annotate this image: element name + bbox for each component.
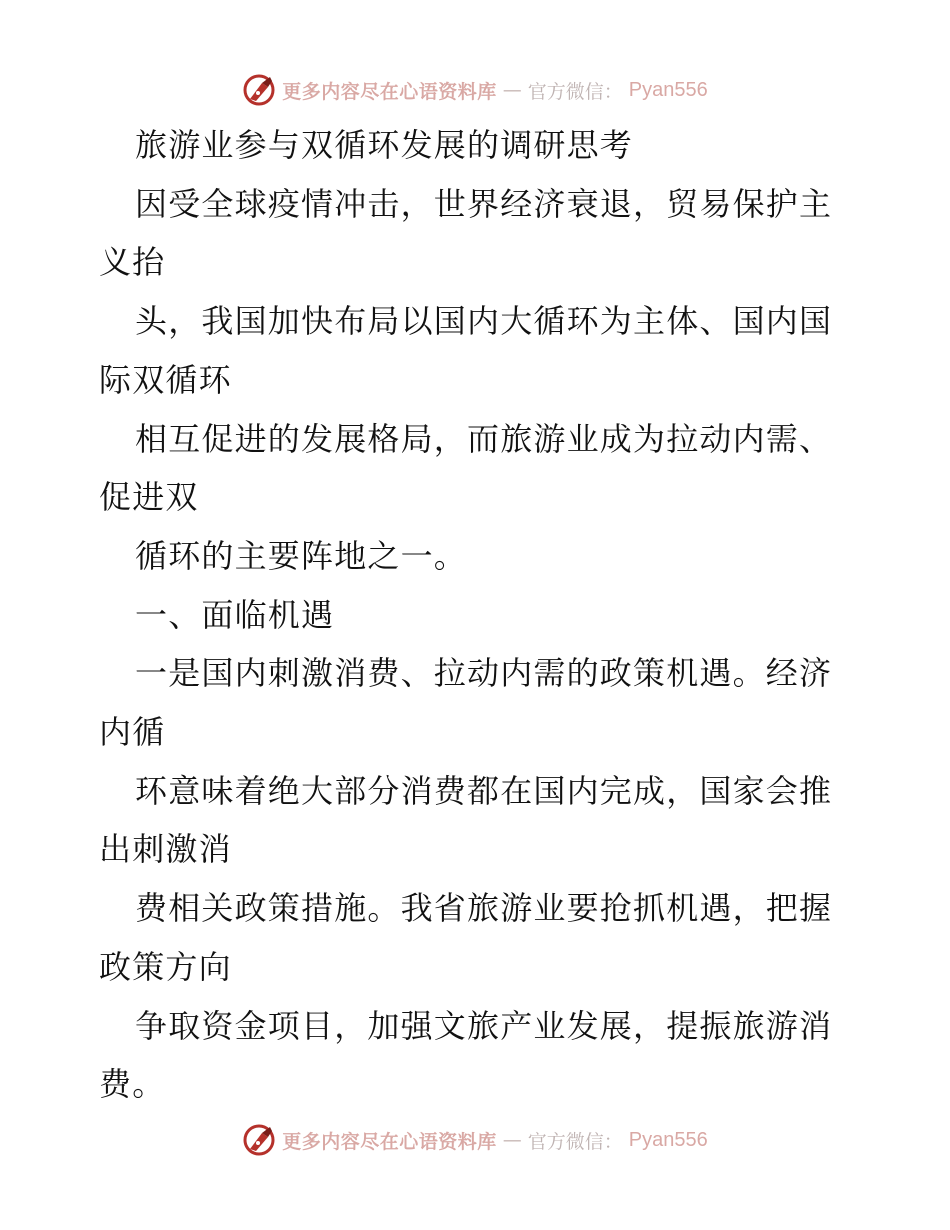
header-wechat-id: Pyan556 xyxy=(628,78,708,101)
document-title: 旅游业参与双循环发展的调研思考 xyxy=(135,126,634,164)
footer-banner-text: 更多内容尽在心语资料库 xyxy=(282,1130,497,1153)
pen-nib-logo-icon xyxy=(242,73,276,107)
header-wechat-label: 官方微信： xyxy=(527,80,623,103)
pen-nib-logo-icon xyxy=(242,1123,276,1157)
paragraph-9: 争取资金项目，加强文旅产业发展，提振旅游消费。 xyxy=(99,1006,833,1104)
paragraph-3: 相互促进的发展格局，而旅游业成为拉动内需、促进双 xyxy=(99,419,833,517)
footer-banner-separator: — xyxy=(502,1129,522,1151)
paragraph-7: 环意味着绝大部分消费都在国内完成，国家会推出刺激消 xyxy=(99,771,833,869)
paragraph-4: 循环的主要阵地之一。 xyxy=(135,536,468,575)
header-banner-text: 更多内容尽在心语资料库 xyxy=(282,80,497,103)
section-heading: 一、面临机遇 xyxy=(135,595,335,634)
header-banner-separator: — xyxy=(502,79,522,101)
document-body xyxy=(99,116,859,1114)
paragraph-1: 因受全球疫情冲击，世界经济衰退，贸易保护主义抬 xyxy=(99,184,833,282)
paragraph-8: 费相关政策措施。我省旅游业要抢抓机遇，把握政策方向 xyxy=(99,889,833,986)
footer-wechat-id: Pyan556 xyxy=(628,1128,708,1151)
paragraph-6: 一是国内刺激消费、拉动内需的政策机遇。经济内循 xyxy=(99,654,833,752)
footer-banner xyxy=(0,1120,950,1160)
paragraph-2: 头，我国加快布局以国内大循环为主体、国内国际双循环 xyxy=(99,302,833,399)
footer-wechat-label: 官方微信： xyxy=(527,1130,623,1153)
header-banner xyxy=(0,70,950,110)
